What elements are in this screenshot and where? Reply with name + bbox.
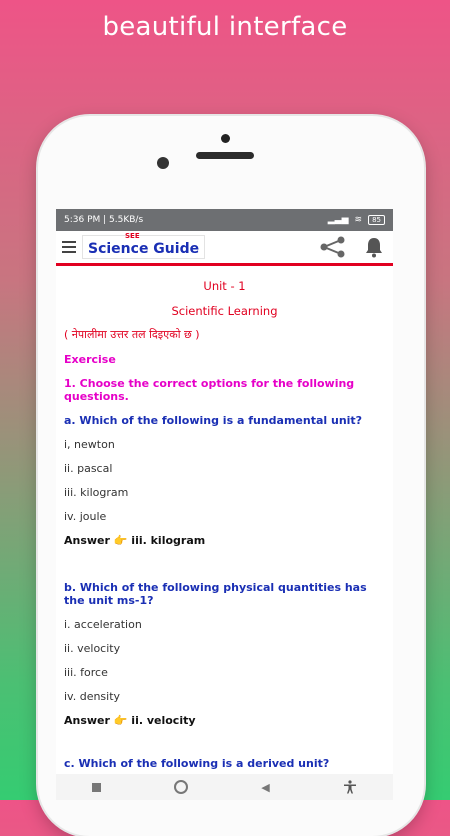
app-bar bbox=[56, 231, 393, 266]
phone-screen bbox=[56, 209, 393, 800]
share-icon[interactable] bbox=[319, 236, 347, 258]
answer-b: Answer 👉 ii. velocity bbox=[64, 714, 196, 727]
question-b: b. Which of the following physical quantities has the unit ms-1? bbox=[64, 581, 367, 607]
status-icons bbox=[328, 215, 385, 225]
option-b-3: iii. force bbox=[64, 666, 108, 679]
option-a-4: iv. joule bbox=[64, 510, 107, 523]
logo-title: Science Guide bbox=[88, 241, 200, 257]
phone-camera bbox=[157, 157, 169, 169]
unit-title: Unit - 1 bbox=[203, 279, 246, 293]
option-b-1: i. acceleration bbox=[64, 618, 142, 631]
option-b-2: ii. velocity bbox=[64, 642, 121, 655]
phone-sensor bbox=[221, 134, 230, 143]
question-a: a. Which of the following is a fundamental unit? bbox=[64, 414, 363, 427]
signal-icon: ▂▃▅ bbox=[327, 215, 349, 225]
menu-icon[interactable] bbox=[62, 238, 76, 256]
nepali-note: ( नेपालीमा उत्तर तल दिइएको छ ) bbox=[64, 328, 200, 341]
battery-level: 85 bbox=[372, 216, 381, 224]
wifi-icon: ≋ bbox=[354, 215, 363, 225]
lesson-content bbox=[56, 266, 393, 770]
nav-back-icon[interactable]: ◀ bbox=[261, 780, 270, 794]
bell-icon[interactable] bbox=[363, 236, 385, 258]
nav-square-icon[interactable] bbox=[92, 783, 101, 792]
status-bar bbox=[56, 209, 393, 231]
banner-headline: beautiful interface bbox=[102, 12, 348, 42]
nav-circle-icon[interactable] bbox=[174, 780, 188, 794]
battery-icon bbox=[368, 215, 385, 225]
question-1-heading: 1. Choose the correct options for the following questions. bbox=[64, 377, 355, 403]
chapter-title: Scientific Learning bbox=[171, 304, 278, 318]
question-c-partial: c. Which of the following is a derived unit? bbox=[64, 757, 330, 770]
system-nav-bar bbox=[56, 774, 393, 800]
option-a-3: iii. kilogram bbox=[64, 486, 129, 499]
answer-a: Answer 👉 iii. kilogram bbox=[64, 534, 206, 547]
option-a-2: ii. pascal bbox=[64, 462, 113, 475]
status-time: 5:36 PM | 5.5KB/s bbox=[64, 215, 144, 225]
option-b-4: iv. density bbox=[64, 690, 121, 703]
app-logo bbox=[82, 232, 205, 259]
logo-see: SEE bbox=[125, 232, 140, 240]
phone-speaker bbox=[196, 152, 254, 159]
option-a-1: i, newton bbox=[64, 438, 115, 451]
exercise-heading: Exercise bbox=[64, 353, 116, 366]
accessibility-icon[interactable] bbox=[343, 780, 357, 794]
